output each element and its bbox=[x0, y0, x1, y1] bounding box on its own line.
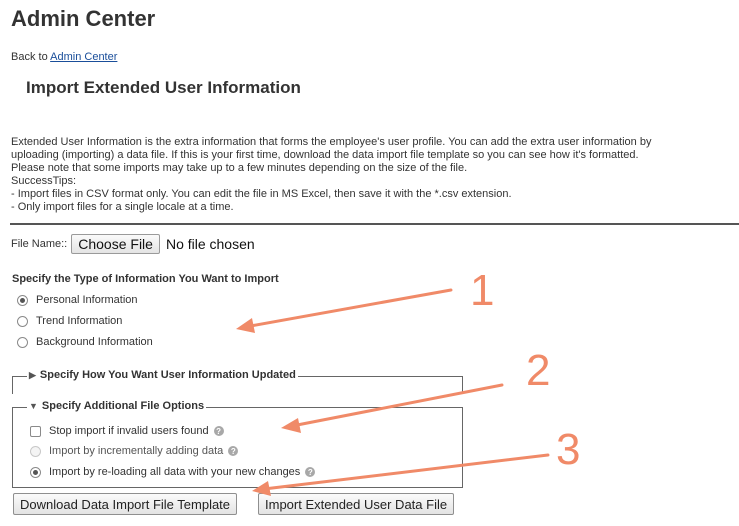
file-name-label: File Name:: bbox=[11, 238, 68, 250]
question-circle-icon[interactable]: ? bbox=[305, 467, 315, 477]
stop-import-label: Stop import if invalid users found bbox=[49, 425, 209, 437]
import-file-button[interactable]: Import Extended User Data File bbox=[258, 493, 454, 515]
triangle-right-icon: ▶ bbox=[29, 369, 36, 380]
description-line: Please note that some imports may take up to a few minutes depending on the size of the file. bbox=[11, 162, 468, 174]
arrowhead-icon bbox=[252, 481, 271, 496]
import-type-heading: Specify the Type of Information You Want to Import bbox=[12, 273, 279, 285]
update-method-title: Specify How You Want User Information Updated bbox=[39, 369, 296, 381]
admin-center-link[interactable]: Admin Center bbox=[50, 51, 118, 63]
incremental-import-label: Import by incrementally adding data bbox=[49, 445, 224, 457]
question-circle-icon[interactable]: ? bbox=[228, 446, 238, 456]
download-template-button[interactable]: Download Data Import File Template bbox=[13, 493, 237, 515]
back-prefix: Back to bbox=[11, 51, 48, 63]
app-title: Admin Center bbox=[11, 6, 156, 31]
question-circle-icon[interactable]: ? bbox=[214, 426, 224, 436]
radio-label: Trend Information bbox=[36, 315, 123, 327]
arrowhead-icon bbox=[236, 318, 255, 333]
radio-label: Personal Information bbox=[36, 294, 138, 306]
annotation-number-3: 3 bbox=[556, 425, 581, 474]
annotation-arrow-2 bbox=[292, 385, 502, 426]
arrowhead-icon bbox=[281, 418, 301, 433]
choose-file-button[interactable]: Choose File bbox=[71, 234, 160, 254]
radio-label: Background Information bbox=[36, 336, 153, 348]
reload-import-label: Import by re-loading all data with your new changes bbox=[49, 466, 301, 478]
triangle-down-icon: ▼ bbox=[29, 401, 38, 411]
file-options-title: Specify Additional File Options bbox=[41, 400, 205, 412]
annotation-number-2: 2 bbox=[526, 346, 551, 395]
file-status: No file chosen bbox=[165, 236, 255, 252]
page-title: Import Extended User Information bbox=[26, 78, 301, 97]
annotation-arrow-3 bbox=[264, 455, 548, 489]
annotation-arrow-1 bbox=[245, 290, 451, 327]
description-line: - Only import files for a single locale at a time. bbox=[11, 201, 234, 213]
description-line: - Import files in CSV format only. You can edit the file in MS Excel, then save it with the *.csv extension. bbox=[11, 188, 512, 200]
description-line: Extended User Information is the extra information that forms the employee's user profile. You can add the extra user information by bbox=[11, 136, 652, 148]
description-line: SuccessTips: bbox=[11, 175, 77, 187]
annotation-number-1: 1 bbox=[470, 266, 495, 315]
description-line: uploading (importing) a data file. If this is your first time, download the data import file template so you can see how it's formatted. bbox=[11, 149, 639, 161]
